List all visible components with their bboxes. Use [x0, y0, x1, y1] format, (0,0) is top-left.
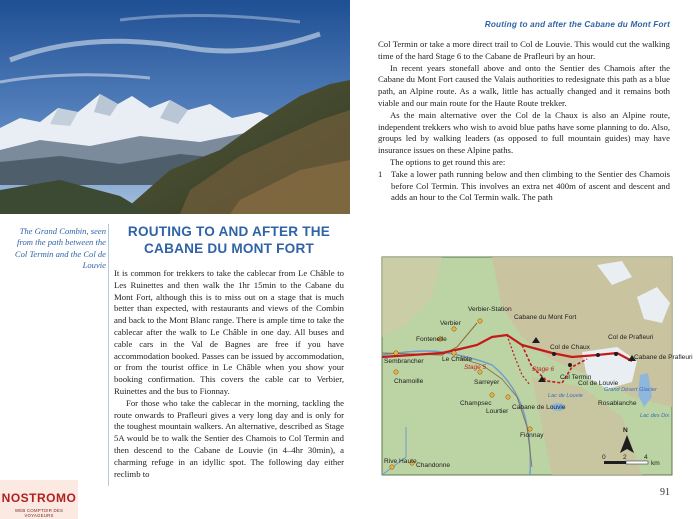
grand-combin-photo — [0, 0, 350, 214]
numbered-list-item — [378, 169, 670, 204]
list-number: 1 — [378, 168, 383, 179]
scale-unit: km — [651, 460, 660, 467]
map-label-col-de-louvie: Col de Louvie — [578, 380, 619, 387]
map-label-stage-5: Stage 5 — [464, 364, 487, 371]
logo-name: NOSTROMO — [1, 491, 77, 505]
right-paragraph-3: The options to get round this are: — [390, 156, 506, 167]
right-continuation: Col Termin or take a more direct trail to Col de Louvie. This would cut the walking time of the hard Stage 6 to the Cabane de Prafleuri by an hour. — [378, 39, 670, 61]
map-label-cabane-mont-fort: Cabane du Mont Fort — [514, 314, 577, 321]
list-text: Take a lower path running below and then climbing to the Sentier des Chamois before Col Termin. This involves an extra net 400m of ascent and descent and adds an hour to the Col Termin walk. The path — [391, 168, 670, 203]
route-map — [382, 257, 693, 475]
map-label-fionnay: Fionnay — [520, 432, 544, 439]
map-label-champsec: Champsec — [460, 400, 492, 407]
photo-caption: The Grand Combin, seen from the path between the Col Termin and the Col de Louvie — [14, 226, 106, 271]
map-label-verbier: Verbier — [440, 320, 461, 327]
map-label-col-de-chaux: Col de Chaux — [550, 344, 590, 351]
left-column-text — [114, 268, 344, 480]
map-label-sarreyer: Sarreyer — [474, 379, 500, 386]
map-label-lourtier: Lourtier — [486, 408, 509, 415]
right-column-text — [378, 39, 670, 204]
map-label-lac-de-louvie: Lac de Louvie — [548, 393, 583, 399]
map-label-col-de-prafleuri: Col de Prafleuri — [608, 334, 654, 341]
map-label-sembrancher: Sembrancher — [384, 358, 424, 365]
map-label-cabane-de-louvie: Cabane de Louvie — [512, 404, 566, 411]
scale-tick-2: 2 — [623, 454, 627, 461]
right-paragraph-1: In recent years stonefall above and onto the Sentier des Chamois after the Cabane du Mont Fort caused the Valais authorities to redesignate this path as a blue path, an Alpine route. As a walk, little has actually changed and it remains both viable and our main route for the Haute Route trekker. — [378, 62, 670, 108]
map-label-chandonne: Chandonne — [416, 462, 451, 469]
map-label-col-termin: Col Termin — [560, 374, 592, 381]
section-heading: ROUTING TO AND AFTER THE CABANE DU MONT FORT — [127, 224, 331, 256]
nostromo-logo — [0, 480, 78, 519]
left-paragraph-1: It is common for trekkers to take the cablecar from Le Châble to Les Ruinettes and then walk the 1hr 15min to the Cabane du Mont Fort, although this is to miss out on a stage that is much better than expected, with restaurants and views of the Combin and back to the Mont Blanc range. There is ample time to take the cablecar after the walk to Le Châble in one day. All buses and cable cars in the Val de Bagnes are free if you have accommodation booked. Passes can be issued by accommodation, or from the tourist office in Le Châble when you show your booking confirmation. This covers the cable car to Verbier, Ruinettes and the bus to Fionnay. — [114, 268, 344, 396]
map-label-cabane-de-prafleuri: Cabane de Prafleuri — [634, 354, 693, 361]
map-label-chamoille: Chamoille — [394, 378, 424, 385]
map-label-grand-desert-glacier: Grand Désert Glacier — [604, 387, 657, 393]
map-label-rosablanche: Rosablanche — [598, 400, 637, 407]
map-label-lac-des-dix: Lac des Dix — [640, 413, 670, 419]
page-number: 91 — [660, 487, 670, 498]
right-paragraph-2: As the main alternative over the Col de la Chaux is also an Alpine route, independent trekkers who wish to avoid blue paths have some planning to do. Also, groups led by walking leaders (as opposed to full mountain guides) may have insurance issues on these Alpine paths. — [378, 109, 670, 156]
scale-tick-0: 0 — [602, 454, 606, 461]
map-label-fontenelle: Fontenelle — [416, 336, 447, 343]
north-label: N — [623, 427, 628, 434]
map-label-rive-haute: Rive Haute — [384, 458, 417, 465]
caption-divider — [108, 224, 109, 486]
left-paragraph-2: For those who take the cablecar in the morning, tackling the route onwards to Prafleuri gives a very long day and is only for the toughest mountain walkers. An alternative, described as Stage 5A would be to walk the Sentier des Chamois to Col Termin and then descend to the Cabane de Louvie (in 4–4hr 30min), a charming refuge in an idyllic spot. The following day either reclimb to — [114, 397, 344, 479]
logo-tagline: WEB COMPTOIR DES VOYAGEURS — [14, 508, 64, 518]
map-label-verbier-station: Verbier-Station — [468, 306, 512, 313]
running-head: Routing to and after the Cabane du Mont Fort — [484, 20, 670, 29]
scale-tick-4: 4 — [644, 454, 648, 461]
map-label-stage-6: Stage 6 — [532, 366, 555, 373]
map-label-le-chable: Le Châble — [442, 356, 473, 363]
